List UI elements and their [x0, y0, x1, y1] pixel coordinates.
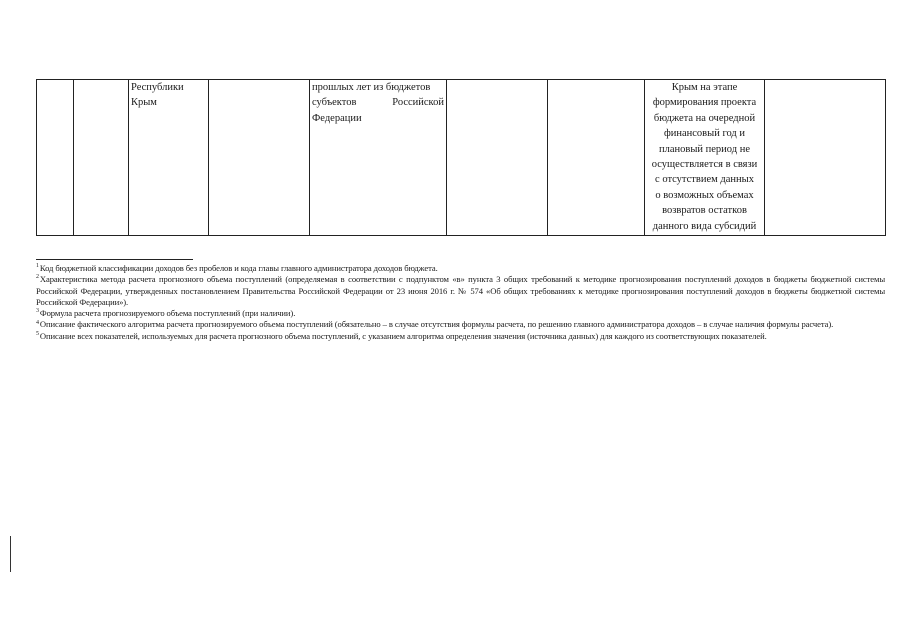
table-cell-7 — [548, 80, 645, 236]
table-cell-5 — [310, 80, 447, 236]
footnote-text: Описание всех показателей, используемых для расчета прогнозного объема поступлений, с указанием алгоритма определения значения (источника данных) для каждого из соответствующих показателей. — [39, 330, 767, 341]
cell-word: Российской — [392, 97, 444, 109]
table-cell-2 — [74, 80, 129, 236]
footnote-3 — [36, 308, 885, 319]
footnote-separator — [36, 259, 193, 260]
footnote-5 — [36, 331, 885, 342]
table-cell-6 — [447, 80, 548, 236]
table-cell-4 — [209, 80, 310, 236]
cell-word: субъектов — [312, 97, 357, 109]
cell-line: Республики — [131, 82, 184, 93]
footnote-number: 3 — [36, 308, 39, 315]
cell-line: о возможных объемах — [655, 189, 754, 201]
footnote-2 — [36, 274, 885, 308]
footnote-number: 2 — [36, 274, 39, 281]
footnote-text: Код бюджетной классификации доходов без пробелов и кода главы главного администратора доходов бюджета. — [39, 263, 438, 273]
cell-line: Крым на этапе — [671, 82, 738, 93]
cell-line: плановый период не — [659, 143, 750, 155]
cell-line: бюджета на очередной — [653, 112, 756, 124]
cell-line: возвратов остатков — [662, 205, 747, 217]
margin-mark — [10, 536, 11, 572]
footnote-number: 5 — [36, 330, 39, 337]
footnote-number: 4 — [36, 319, 39, 326]
table-cell-8 — [645, 80, 765, 236]
cell-line: Крым — [131, 97, 157, 109]
footnote-text: Описание фактического алгоритма расчета прогнозируемого объема поступлений (обязательно – в случае отсутствия формулы расчета, по решению главного администратора доходов – в случае наличия формулы расчета). — [39, 319, 834, 330]
cell-line: формирования проекта — [652, 97, 757, 109]
cell-line: с отсутствием данных — [655, 174, 754, 186]
table-cell-9 — [765, 80, 886, 236]
footnote-text: Формула расчета прогнозируемого объема поступлений (при наличии). — [39, 308, 296, 319]
cell-line: осуществляется в связи — [651, 159, 758, 171]
cell-line: данного вида субсидий — [652, 220, 757, 232]
footnote-number: 1 — [36, 263, 39, 270]
footnote-4 — [36, 319, 885, 330]
cell-line: прошлых лет из бюджетов — [312, 82, 431, 93]
budget-table — [36, 79, 886, 236]
table-cell-1 — [37, 80, 74, 236]
table-cell-3 — [129, 80, 209, 236]
footnote-1 — [36, 263, 885, 274]
cell-justified-line — [312, 95, 444, 110]
cell-line: Федерации — [312, 112, 362, 124]
cell-line: финансовый год и — [663, 128, 746, 140]
footnote-text: Характеристика метода расчета прогнозного объема поступлений (определяемая в соответствии с подпунктом «в» пункта 3 общих требований к методике прогнозирования поступлений доходов в бюджеты бюджетной системы Российской Федерации, утвержденных постановлением Правительства Российской Федерации от 23 июня 2016 г. № 574 «Об общих требованиях к методике прогнозирования поступлений доходов в бюджеты бюджетной системы Российской Федерации»). — [36, 274, 885, 307]
table-row — [37, 80, 886, 236]
footnotes — [36, 263, 885, 342]
